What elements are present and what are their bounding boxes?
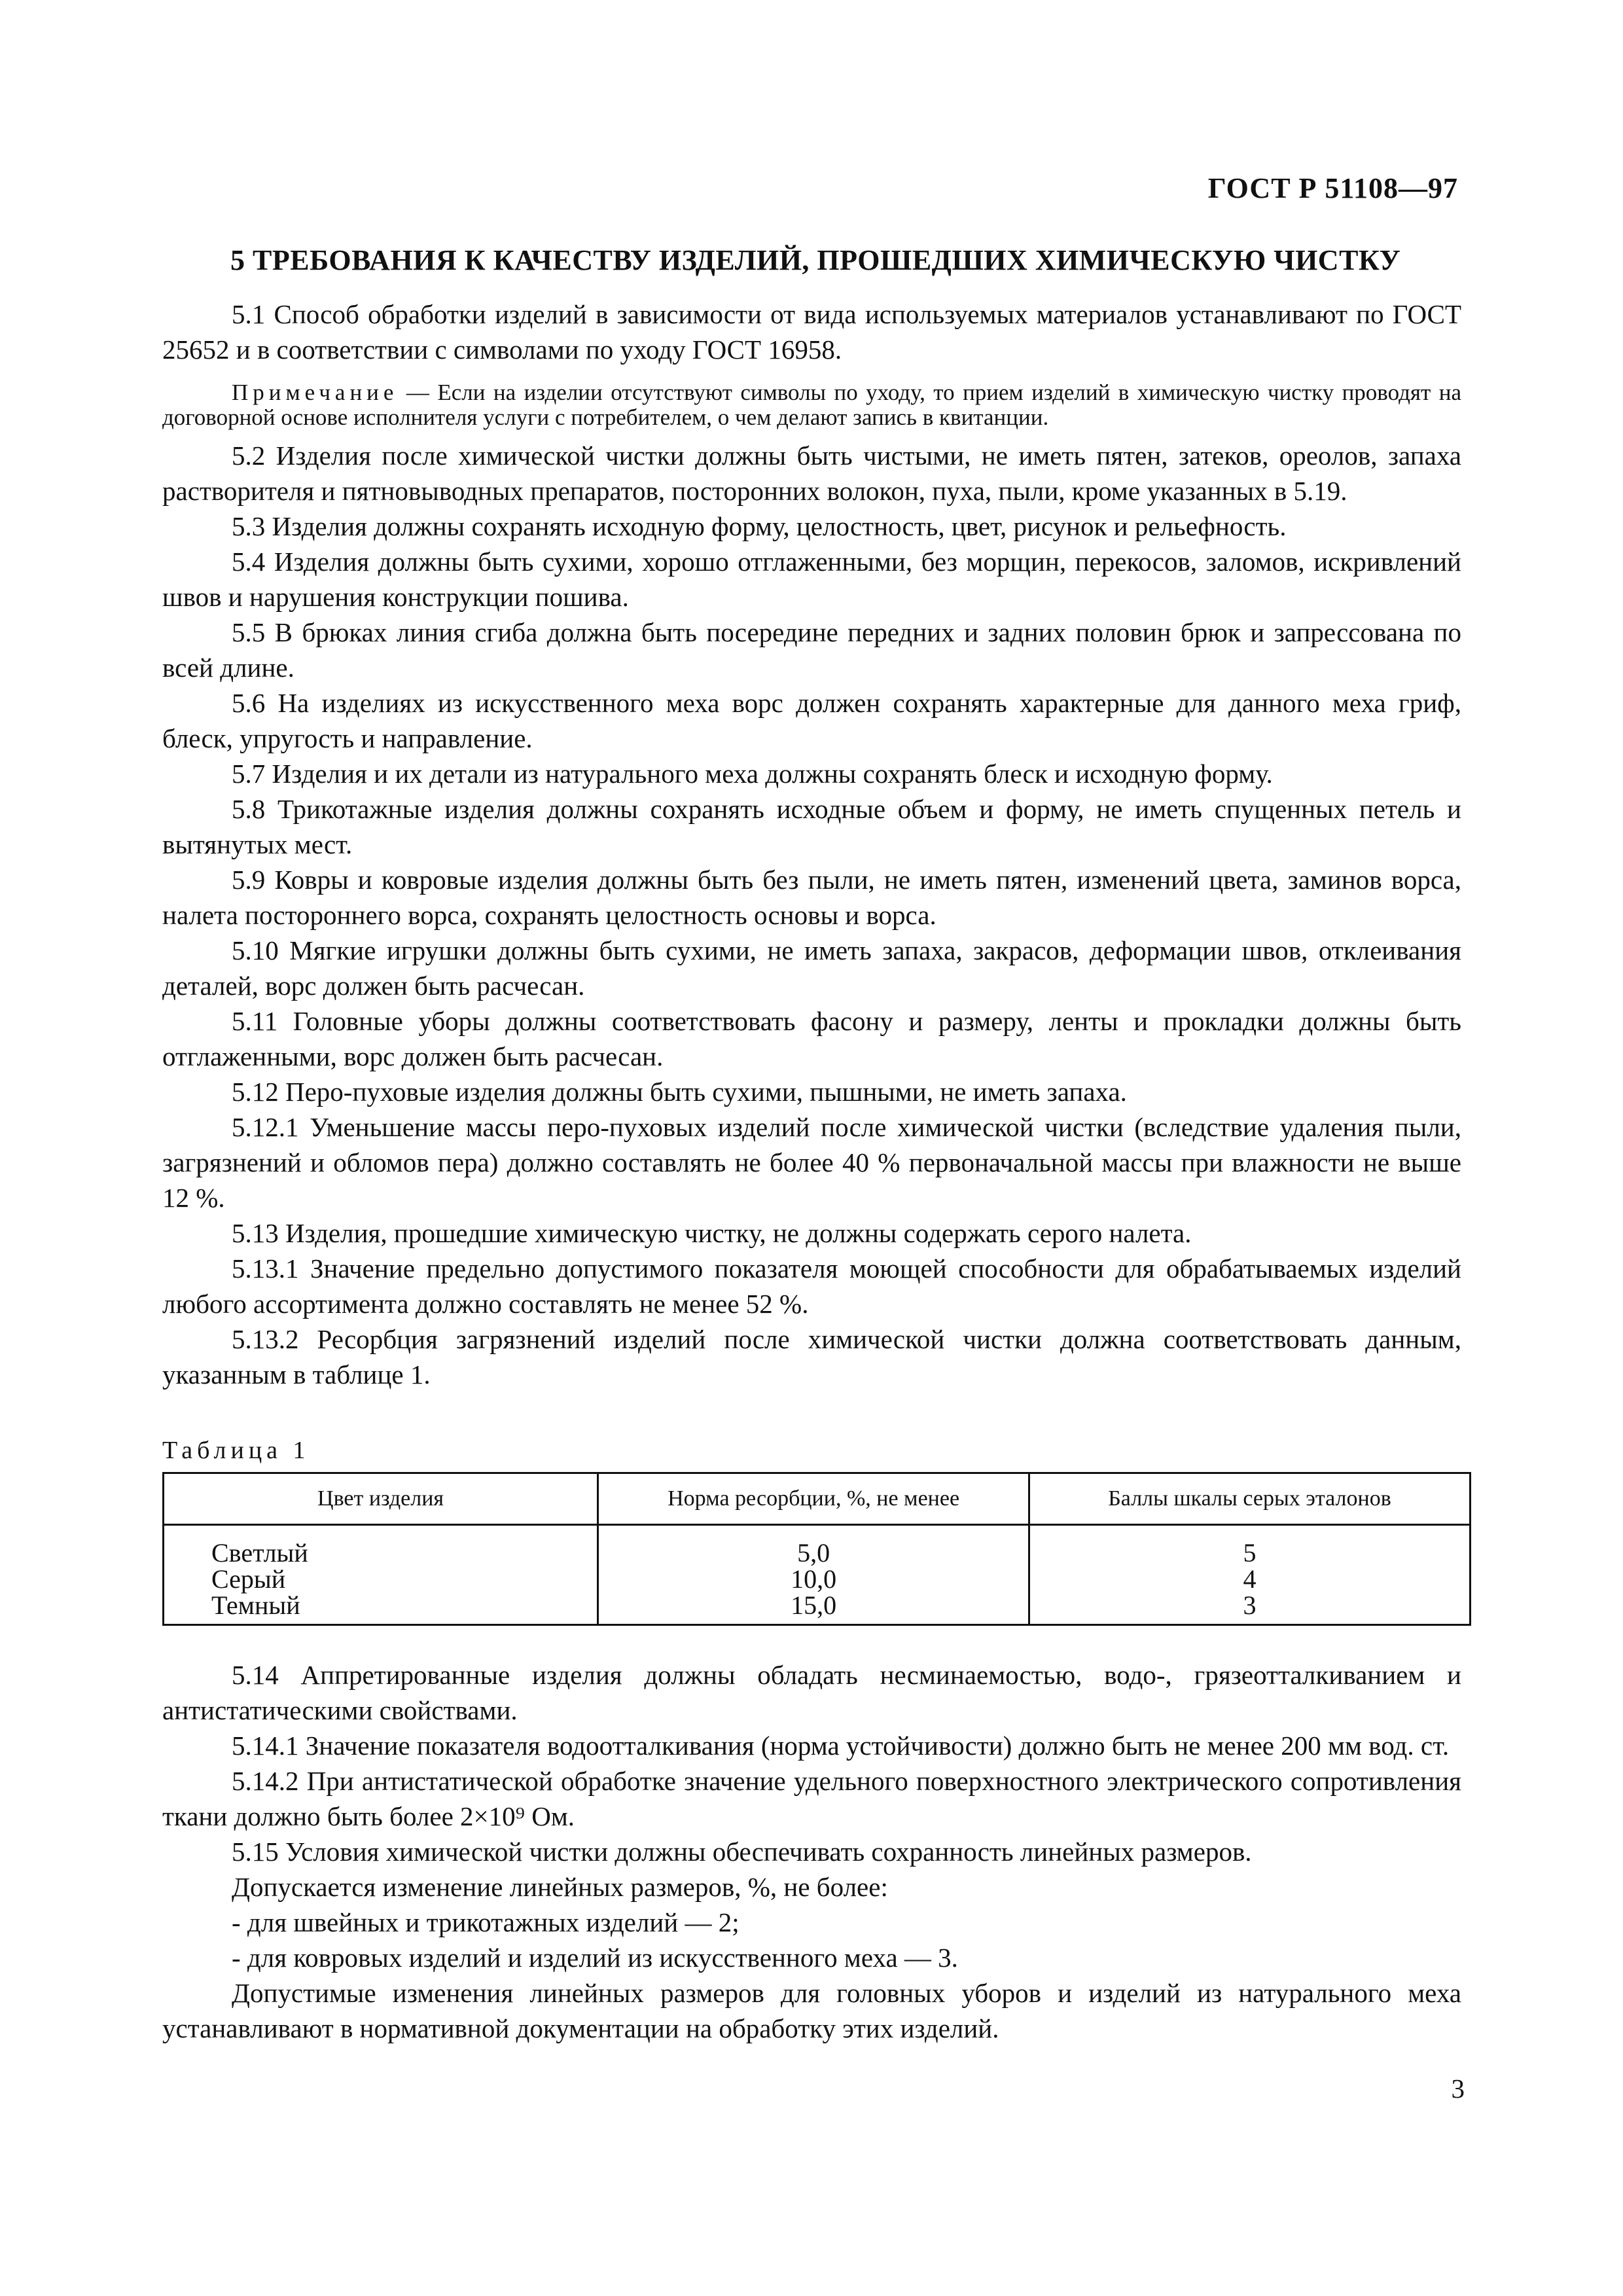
paragraphs-before-note [162,296,1461,367]
paragraph: 5.13.2 Ресорбция загрязнений изделий после химической чистки должна соответствовать данным, указанным в таблице 1. [162,1324,1461,1390]
paragraph: 5.6 На изделиях из искусственного меха ворс должен сохранять характерные для данного меха гриф, блеск, упругость и направление. [162,688,1461,753]
table-header-cell: Цвет изделия [164,1473,598,1525]
paragraph: 5.11 Головные уборы должны соответствовать фасону и размеру, ленты и прокладки должны быть отглаженными, ворс должен быть расчесан. [162,1006,1461,1071]
table-header-row [164,1473,1471,1525]
list-item: - для швейных и трикотажных изделий — 2; [232,1907,740,1937]
paragraph: 5.2 Изделия после химической чистки должны быть чистыми, не иметь пятен, затеков, ореолов, запаха растворителя и пятновыводных препаратов, посторонних волокон, пуха, пыли, кроме указанных в 5.19. [162,440,1461,506]
paragraph: 5.13.1 Значение предельно допустимого показателя моющей способности для обрабатываемых изделий любого ассортимента должно составлять не менее 52 %. [162,1253,1461,1319]
paragraph: 5.14 Аппретированные изделия должны обладать несминаемостью, водо-, грязеотталкиванием и антистатическими свойствами. [162,1660,1461,1725]
note-text: — Если на изделии отсутствуют символы по уходу, то прием изделий в химическую чистку проводят на договорной основе исполнителя услуги с потребителем, о чем делают запись в квитанции. [162,380,1461,430]
table-header-cell: Норма ресорбции, %, не менее [598,1473,1029,1525]
paragraph: 5.12.1 Уменьшение массы перо-пуховых изделий после химической чистки (вследствие удаления пыли, загрязнений и обломов пера) должно составлять не более 40 % первоначальной массы при влажности не выше 12 %. [162,1112,1461,1213]
note [162,380,1461,430]
table-cell: Серый [164,1566,598,1592]
table-cell: 4 [1029,1566,1471,1592]
note-label: Примечание [232,380,399,405]
section-title: 5 ТРЕБОВАНИЯ К КАЧЕСТВУ ИЗДЕЛИЙ, ПРОШЕДШИХ ХИМИЧЕСКУЮ ЧИСТКУ [230,244,1401,276]
table-caption: Таблица 1 [162,1437,310,1464]
resorption-table [162,1472,1471,1626]
table-row [164,1566,1471,1592]
paragraph: 5.1 Способ обработки изделий в зависимости от вида используемых материалов устанавливают по ГОСТ 25652 и в соответствии с символами по уходу ГОСТ 16958. [162,299,1461,365]
paragraph: 5.14.1 Значение показателя водоотталкивания (норма устойчивости) должно быть не менее 200 мм вод. ст. [232,1731,1450,1761]
table-header-cell: Баллы шкалы серых эталонов [1029,1473,1471,1525]
paragraphs-after-note [162,438,1461,1392]
paragraph: Допустимые изменения линейных размеров для головных уборов и изделий из натурального меха устанавливают в нормативной документации на обработку этих изделий. [162,1978,1461,2043]
paragraph: 5.5 В брюках линия сгиба должна быть посередине передних и задних половин брюк и запрессована по всей длине. [162,617,1461,683]
paragraph: 5.9 Ковры и ковровые изделия должны быть без пыли, не иметь пятен, изменений цвета, заминов ворса, налета постороннего ворса, сохранять целостность основы и ворса. [162,865,1461,930]
paragraphs-after-table [162,1657,1461,2046]
paragraph: 5.15 Условия химической чистки должны обеспечивать сохранность линейных размеров. [232,1837,1252,1867]
paragraph: 5.13 Изделия, прошедшие химическую чистку, не должны содержать серого налета. [232,1218,1192,1248]
document-body [162,296,1461,2046]
paragraph: Допускается изменение линейных размеров, %, не более: [232,1872,888,1902]
table-cell: 5 [1029,1525,1471,1567]
table-row [164,1525,1471,1567]
paragraph: 5.3 Изделия должны сохранять исходную форму, целостность, цвет, рисунок и рельефность. [232,511,1287,541]
table-cell: 3 [1029,1592,1471,1625]
table-cell: 5,0 [598,1525,1029,1567]
table-cell: Светлый [164,1525,598,1567]
paragraph: 5.10 Мягкие игрушки должны быть сухими, не иметь запаха, закрасов, деформации швов, отклеивания деталей, ворс должен быть расчесан. [162,935,1461,1001]
table-cell: Темный [164,1592,598,1625]
paragraph: 5.12 Перо-пуховые изделия должны быть сухими, пышными, не иметь запаха. [232,1077,1127,1107]
document-code-header: ГОСТ Р 51108—97 [1207,172,1458,204]
table-row [164,1592,1471,1625]
list-item: - для ковровых изделий и изделий из искусственного меха — 3. [232,1943,958,1973]
page-number: 3 [1451,2073,1465,2104]
paragraph: 5.8 Трикотажные изделия должны сохранять исходные объем и форму, не иметь спущенных петель и вытянутых мест. [162,794,1461,859]
paragraph: 5.7 Изделия и их детали из натурального меха должны сохранять блеск и исходную форму. [232,759,1273,789]
paragraph: 5.4 Изделия должны быть сухими, хорошо отглаженными, без морщин, перекосов, заломов, искривлений швов и нарушения конструкции пошива. [162,547,1461,612]
paragraph: 5.14.2 При антистатической обработке значение удельного поверхностного электрического сопротивления ткани должно быть более 2×10⁹ Ом. [162,1766,1461,1831]
table-cell: 15,0 [598,1592,1029,1625]
table-cell: 10,0 [598,1566,1029,1592]
